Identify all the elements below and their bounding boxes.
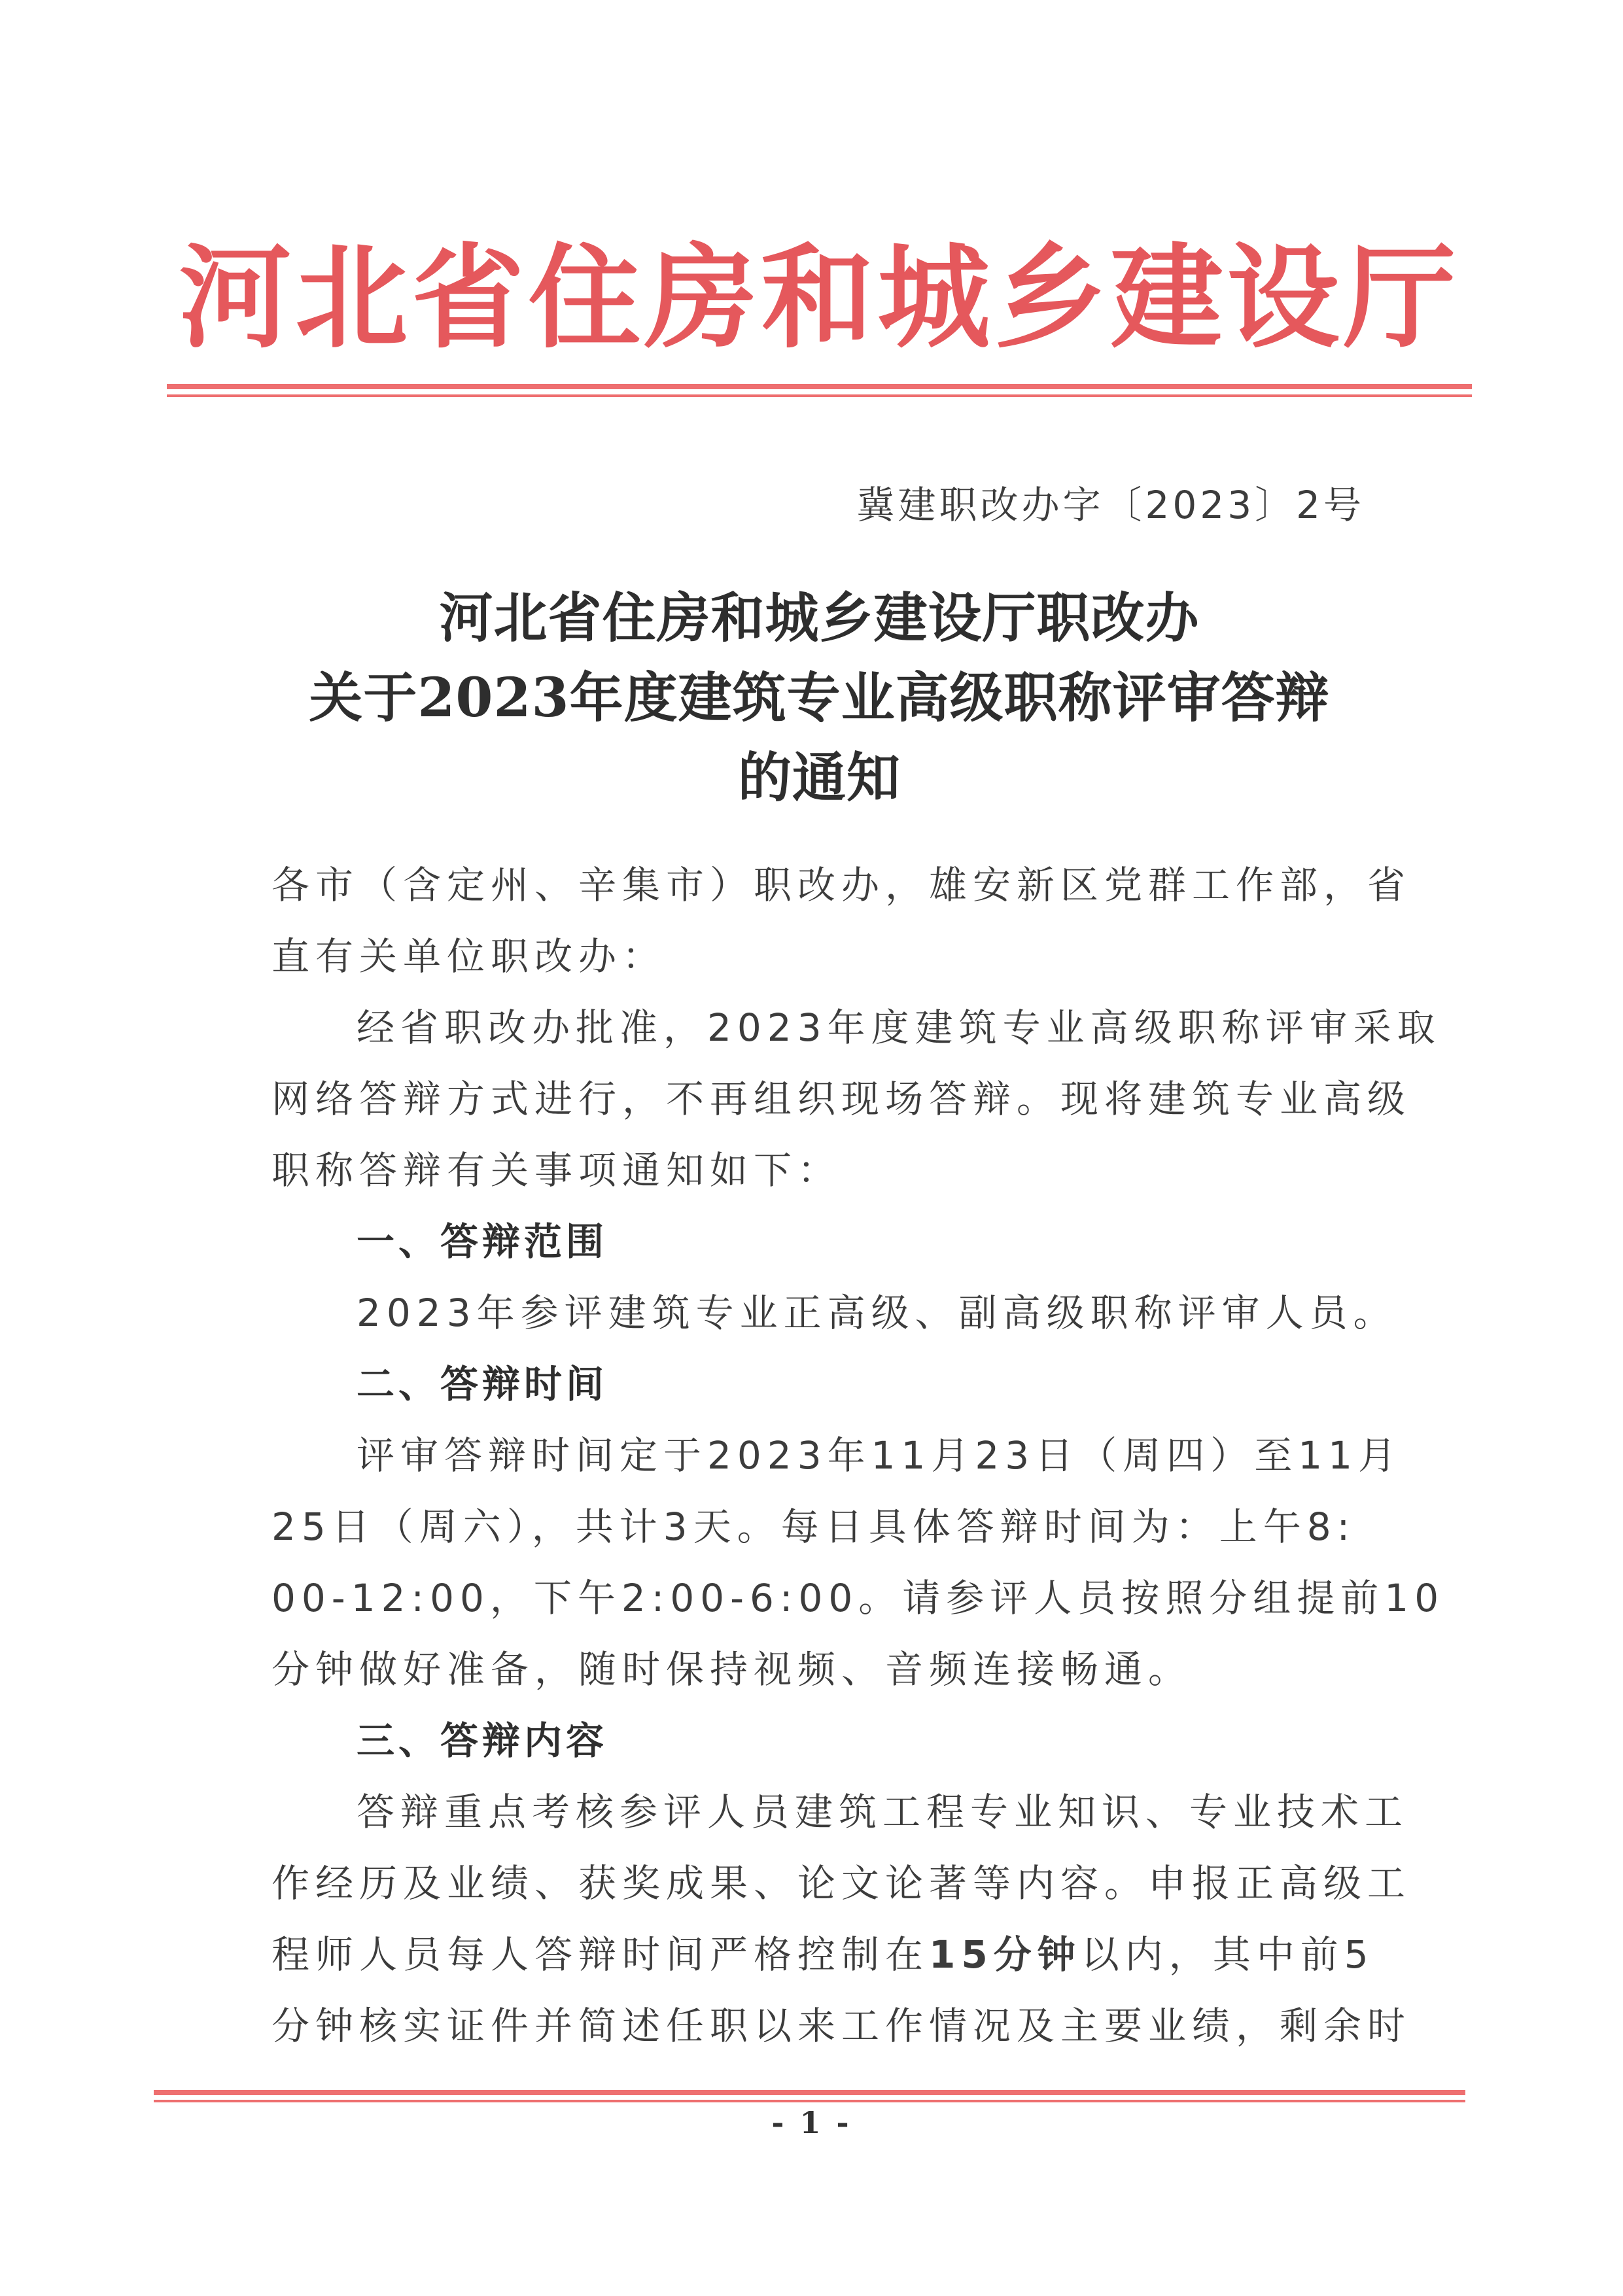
section-3-heading: 三、答辩内容 bbox=[357, 1718, 608, 1763]
section-3-line-3-part-c: 以内，其中前5 bbox=[1081, 1932, 1374, 1977]
intro-line-1: 经省职改办批准，2023年度建筑专业高级职称评审采取 bbox=[357, 1005, 1441, 1050]
intro-line-3: 职称答辩有关事项通知如下： bbox=[271, 1148, 842, 1192]
section-2-line-3: 00-12:00，下午2:00-6:00。请参评人员按照分组提前10 bbox=[271, 1576, 1445, 1620]
section-3-line-1: 答辩重点考核参评人员建筑工程专业知识、专业技术工 bbox=[357, 1790, 1409, 1834]
title-line-1: 河北省住房和城乡建设厅职改办 bbox=[439, 587, 1200, 650]
intro-line-2: 网络答辩方式进行，不再组织现场答辩。现将建筑专业高级 bbox=[271, 1077, 1412, 1121]
section-3-line-4: 分钟核实证件并简述任职以来工作情况及主要业绩，剩余时 bbox=[271, 2004, 1412, 2048]
salutation-line-2: 直有关单位职改办： bbox=[271, 934, 667, 979]
letterhead-title: 河北省住房和城乡建设厅 bbox=[179, 231, 1460, 364]
section-2-line-2: 25日（周六），共计3天。每日具体答辩时间为：上午8: bbox=[271, 1505, 1356, 1549]
page-number: - 1 - bbox=[771, 2105, 852, 2140]
section-1-line-1: 2023年参评建筑专业正高级、副高级职称评审人员。 bbox=[357, 1291, 1397, 1335]
title-line-3: 的通知 bbox=[737, 746, 901, 809]
section-2-heading: 二、答辩时间 bbox=[357, 1362, 608, 1406]
section-3-line-3 bbox=[271, 1924, 1374, 1979]
letterhead-rule-thick bbox=[167, 384, 1472, 389]
section-2-line-4: 分钟做好准备，随时保持视频、音频连接畅通。 bbox=[271, 1647, 1193, 1692]
section-3-line-3-part-a: 程师人员每人答辩时间严格控制在 bbox=[271, 1932, 930, 1977]
footer-rule-thick bbox=[154, 2090, 1465, 2095]
duration-emphasis: 15分钟 bbox=[929, 1932, 1081, 1977]
document-number: 冀建职改办字〔2023〕2号 bbox=[856, 483, 1365, 527]
letterhead-rule-thin bbox=[167, 394, 1472, 397]
section-1-heading: 一、答辩范围 bbox=[357, 1219, 608, 1264]
title-line-2: 关于2023年度建筑专业高级职称评审答辩 bbox=[309, 667, 1330, 729]
salutation-line-1: 各市（含定州、辛集市）职改办，雄安新区党群工作部，省 bbox=[271, 863, 1412, 907]
footer-rule-thin bbox=[154, 2100, 1465, 2102]
section-2-line-1: 评审答辩时间定于2023年11月23日（周四）至11月 bbox=[357, 1433, 1403, 1478]
section-3-line-2: 作经历及业绩、获奖成果、论文论著等内容。申报正高级工 bbox=[271, 1861, 1412, 1905]
